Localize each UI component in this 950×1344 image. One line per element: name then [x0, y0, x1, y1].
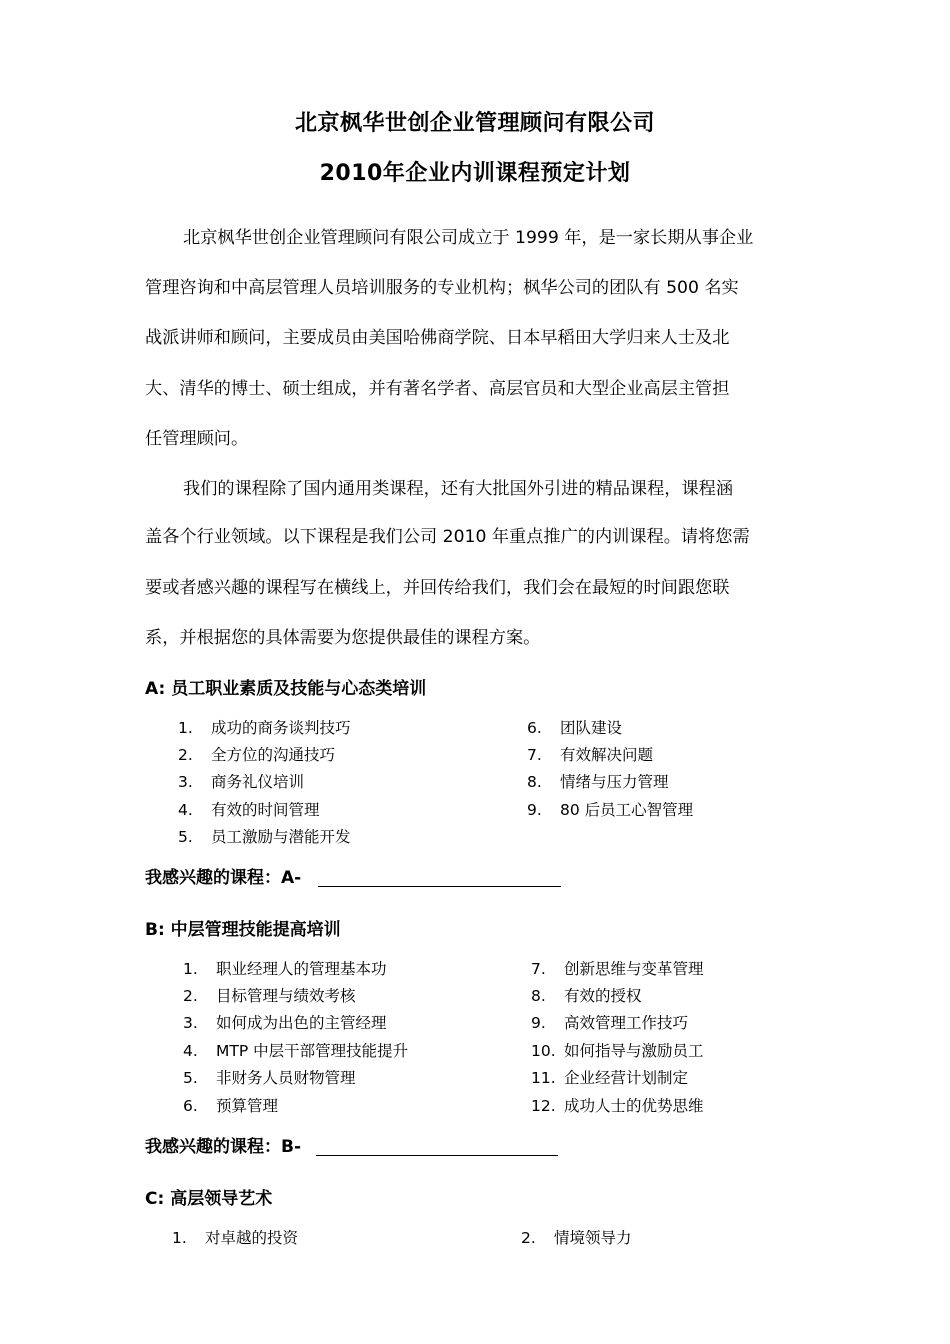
course-number: 4.	[178, 801, 193, 819]
course-number: 7.	[531, 960, 546, 978]
intro-p2-line: 盖各个行业领域。以下课程是我们公司 2010 年重点推广的内训课程。请将您需	[145, 527, 750, 547]
course-number: 1.	[178, 719, 193, 737]
interest-line-b	[145, 1135, 301, 1159]
interest-input-b[interactable]	[316, 1155, 558, 1156]
course-title: 有效的时间管理	[211, 801, 320, 819]
section-b-heading: B: 中层管理技能提高培训	[145, 920, 341, 940]
course-number: 10.	[531, 1042, 556, 1060]
course-title: 成功的商务谈判技巧	[211, 719, 351, 737]
course-number: 3.	[178, 773, 193, 791]
course-title: 成功人士的优势思维	[564, 1097, 704, 1115]
course-title: 80 后员工心智管理	[560, 801, 694, 819]
intro-p2-line: 我们的课程除了国内通用类课程，还有大批国外引进的精品课程，课程涵	[183, 479, 734, 499]
course-number: 9.	[527, 801, 542, 819]
section-c-heading: C: 高层领导艺术	[145, 1189, 273, 1209]
course-title: 如何成为出色的主管经理	[216, 1014, 387, 1032]
course-title: 团队建设	[560, 719, 623, 737]
intro-p1-line: 任管理顾问。	[145, 429, 249, 449]
course-number: 5.	[178, 828, 193, 846]
course-number: 12.	[531, 1097, 556, 1115]
course-number: 6.	[183, 1097, 198, 1115]
intro-p1-line: 战派讲师和顾问，主要成员由美国哈佛商学院、日本早稻田大学归来人士及北	[145, 328, 730, 348]
course-number: 5.	[183, 1069, 198, 1087]
interest-label: 我感兴趣的课程：	[145, 1137, 281, 1157]
interest-prefix: A-	[281, 868, 302, 888]
course-title: 目标管理与绩效考核	[216, 987, 356, 1005]
course-title: 有效的授权	[564, 987, 642, 1005]
course-number: 3.	[183, 1014, 198, 1032]
course-title: 非财务人员财物管理	[216, 1069, 356, 1087]
intro-p2-line: 系，并根据您的具体需要为您提供最佳的课程方案。	[145, 628, 541, 648]
course-number: 2.	[178, 746, 193, 764]
course-title: 职业经理人的管理基本功	[216, 960, 387, 978]
course-number: 8.	[531, 987, 546, 1005]
intro-p1-line: 管理咨询和中高层管理人员培训服务的专业机构；枫华公司的团队有 500 名实	[145, 278, 739, 298]
intro-p1-line: 北京枫华世创企业管理顾问有限公司成立于 1999 年，是一家长期从事企业	[183, 228, 754, 248]
course-number: 8.	[527, 773, 542, 791]
intro-p1-line: 大、清华的博士、硕士组成，并有著名学者、高层官员和大型企业高层主管担	[145, 379, 730, 399]
interest-input-a[interactable]	[318, 886, 561, 887]
course-number: 7.	[527, 746, 542, 764]
interest-line-a	[145, 866, 301, 890]
interest-label: 我感兴趣的课程：	[145, 868, 281, 888]
course-title: 情境领导力	[554, 1229, 632, 1247]
interest-prefix: B-	[281, 1137, 302, 1157]
course-number: 1.	[172, 1229, 187, 1247]
course-title: 预算管理	[216, 1097, 279, 1115]
course-title: 高效管理工作技巧	[564, 1014, 689, 1032]
course-title: 全方位的沟通技巧	[211, 746, 336, 764]
course-title: 员工激励与潜能开发	[211, 828, 351, 846]
plan-title: 2010年企业内训课程预定计划	[319, 161, 631, 186]
course-title: MTP 中层干部管理技能提升	[216, 1042, 409, 1060]
course-title: 情绪与压力管理	[560, 773, 669, 791]
course-title: 有效解决问题	[560, 746, 654, 764]
section-a-heading: A: 员工职业素质及技能与心态类培训	[145, 679, 427, 699]
course-number: 9.	[531, 1014, 546, 1032]
course-title: 对卓越的投资	[205, 1229, 299, 1247]
course-number: 2.	[521, 1229, 536, 1247]
course-number: 4.	[183, 1042, 198, 1060]
intro-p2-line: 要或者感兴趣的课程写在横线上，并回传给我们，我们会在最短的时间跟您联	[145, 578, 730, 598]
course-number: 11.	[531, 1069, 556, 1087]
course-number: 2.	[183, 987, 198, 1005]
course-title: 商务礼仪培训	[211, 773, 305, 791]
course-number: 1.	[183, 960, 198, 978]
course-title: 企业经营计划制定	[564, 1069, 689, 1087]
course-title: 如何指导与激励员工	[564, 1042, 704, 1060]
course-number: 6.	[527, 719, 542, 737]
company-title: 北京枫华世创企业管理顾问有限公司	[294, 111, 655, 136]
course-title: 创新思维与变革管理	[564, 960, 704, 978]
